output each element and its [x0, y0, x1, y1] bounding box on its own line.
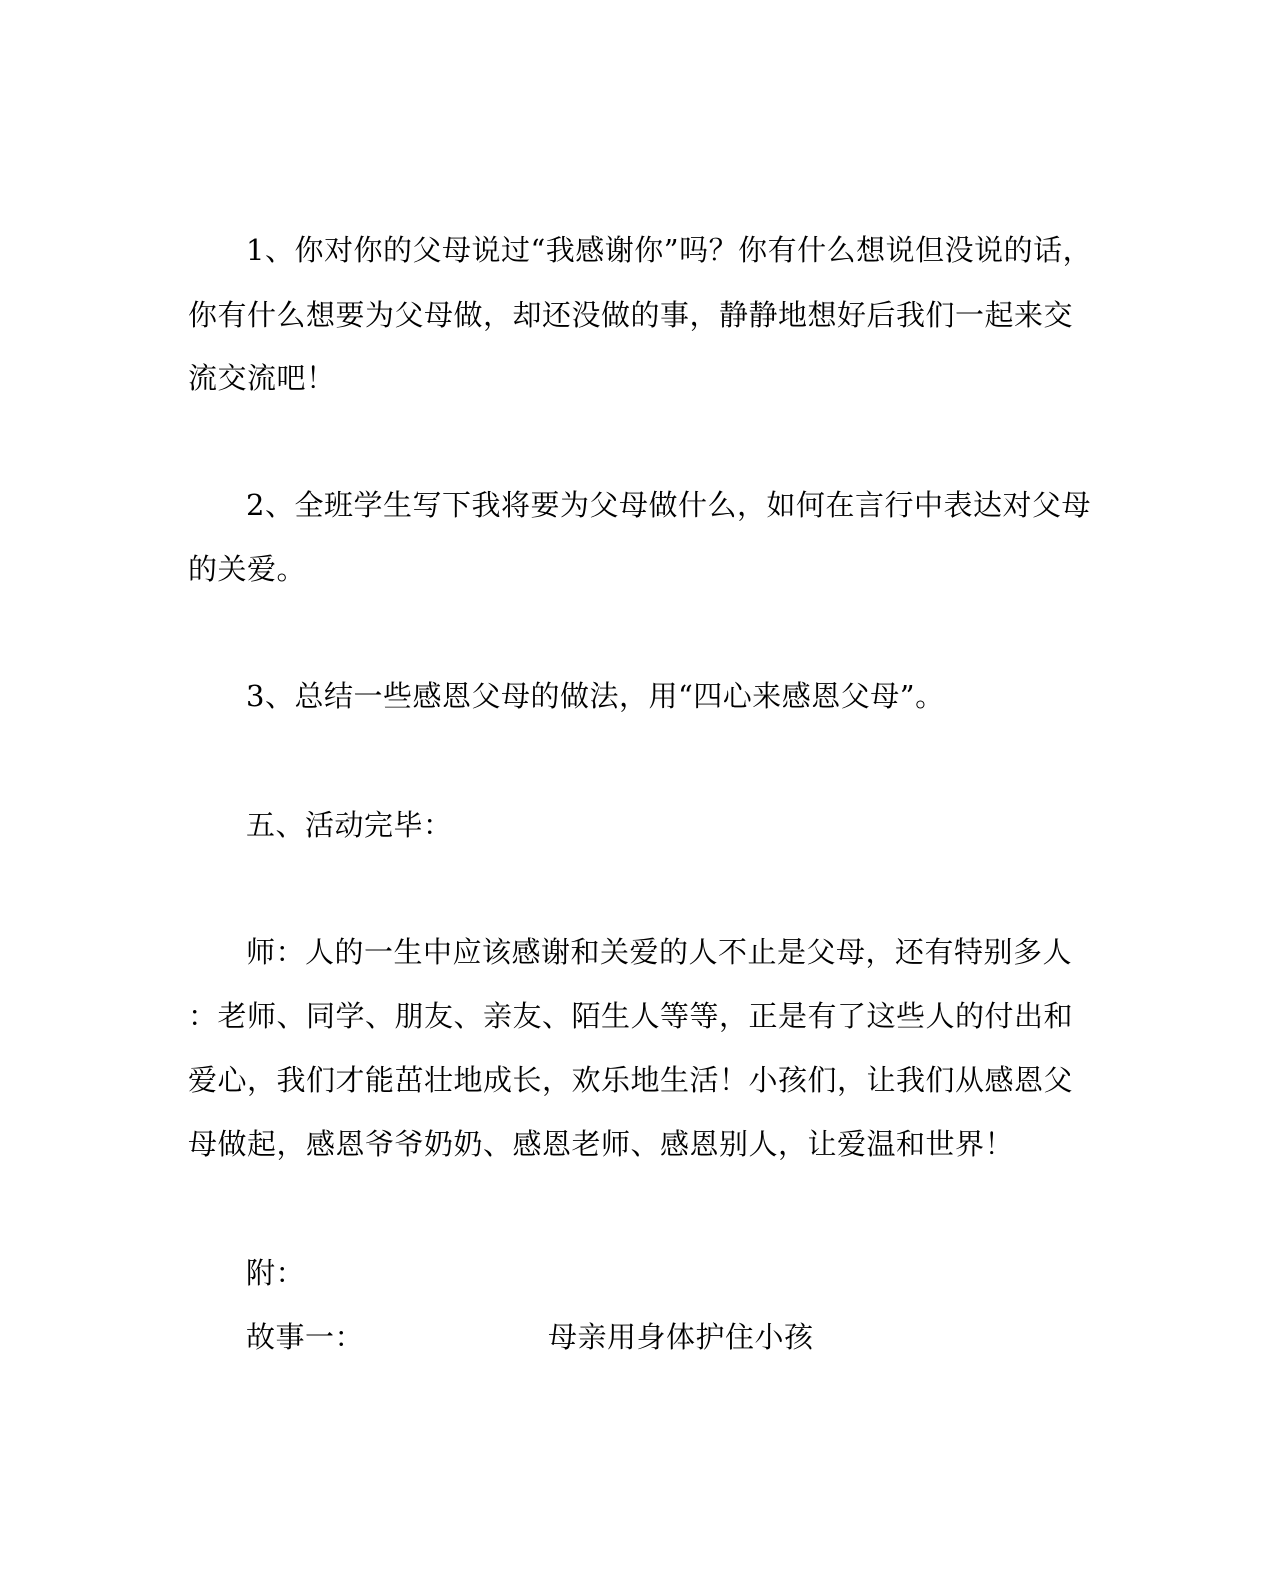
paragraph-1-line-1: 1、你对你的父母说过“我感谢你”吗？你有什么想说但没说的话， [246, 233, 1093, 267]
paragraph-3-line-1: 3、总结一些感恩父母的做法，用“四心来感恩父母”。 [246, 679, 945, 713]
story-label: 故事一： [246, 1320, 365, 1354]
teacher-paragraph-line-3: 爱心，我们才能茁壮地成长，欢乐地生活！小孩们，让我们从感恩父 [188, 1063, 1074, 1097]
story-title: 母亲用身体护住小孩 [548, 1320, 814, 1354]
paragraph-1-line-3: 流交流吧！ [188, 361, 336, 395]
paragraph-1-line-2: 你有什么想要为父母做，却还没做的事，静静地想好后我们一起来交 [188, 298, 1074, 332]
paragraph-2-line-2: 的关爱。 [188, 552, 307, 586]
paragraph-2-line-1: 2、全班学生写下我将要为父母做什么，如何在言行中表达对父母 [246, 488, 1091, 522]
appendix-label: 附： [246, 1256, 306, 1290]
teacher-paragraph-line-4: 母做起，感恩爷爷奶奶、感恩老师、感恩别人，让爱温和世界！ [188, 1127, 1015, 1161]
teacher-paragraph-line-1: 师：人的一生中应该感谢和关爱的人不止是父母，还有特别多人 [246, 935, 1073, 969]
section-heading: 五、活动完毕： [246, 808, 453, 842]
teacher-paragraph-line-2: ：老师、同学、朋友、亲友、陌生人等等，正是有了这些人的付出和 [188, 999, 1074, 1033]
